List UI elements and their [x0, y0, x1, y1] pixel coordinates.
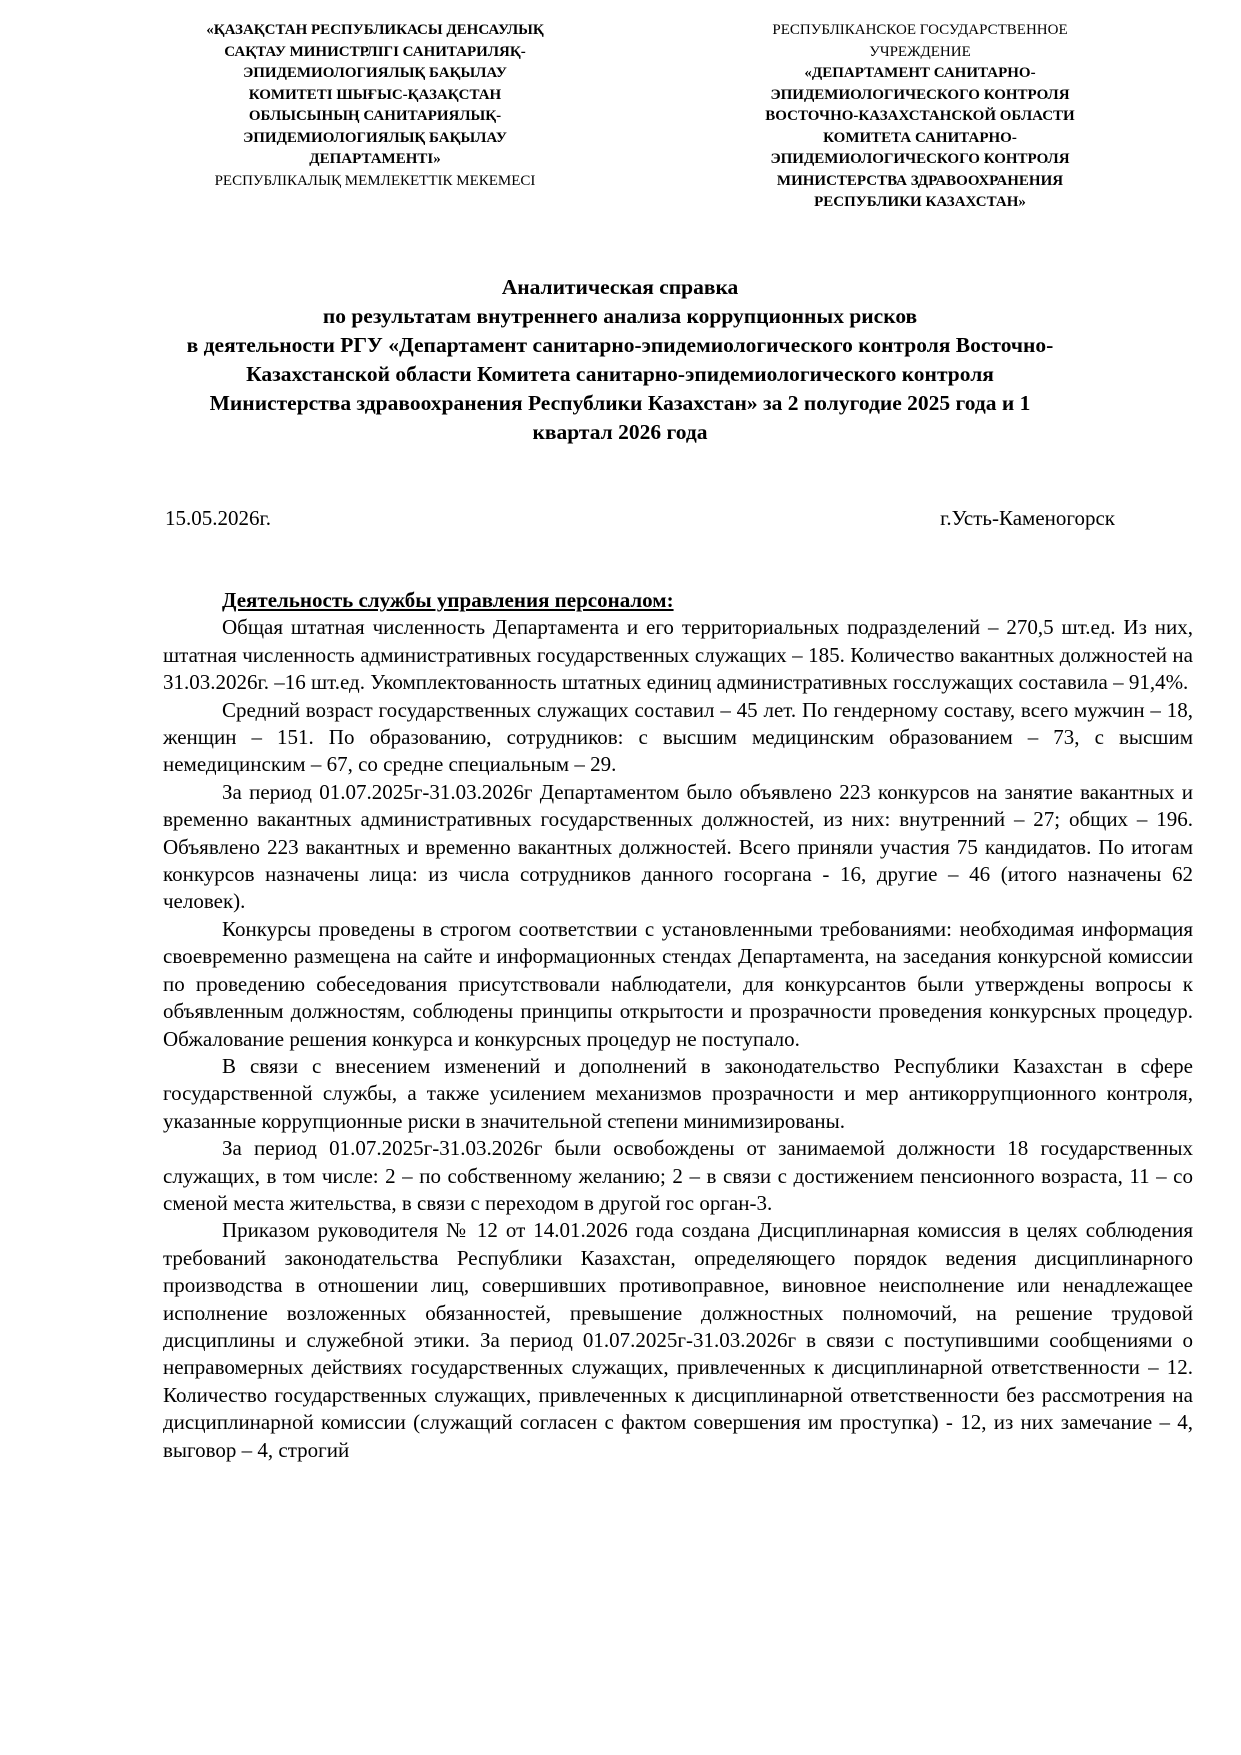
letterhead-russian-line: ЭПИДЕМИОЛОГИЧЕСКОГО КОНТРОЛЯ [770, 151, 1070, 167]
letterhead-kazakh-footer: РЕСПУБЛІКАЛЫҚ МЕМЛЕКЕТТІК МЕКЕМЕСІ [214, 172, 536, 189]
title-line: Аналитическая справка [501, 275, 739, 299]
letterhead-russian-line: «ДЕПАРТАМЕНТ САНИТАРНО- [804, 65, 1036, 81]
letterhead-kazakh-line: ЭПИДЕМИОЛОГИЯЛЫҚ БАҚЫЛАУ [243, 129, 507, 146]
letterhead-kazakh-line: ЭПИДЕМИОЛОГИЯЛЫҚ БАҚЫЛАУ [243, 65, 507, 81]
letterhead [150, 20, 1150, 220]
section-heading: Деятельность службы управления персоналом: [222, 588, 674, 612]
paragraph: Приказом руководителя № 12 от 14.01.2026 года создана Дисциплинарная комиссия в целях соблюдения требований законодательства Республики Казахстан, определяющего порядок ведения дисциплинарного производства в отношении лиц, совершивших противоправное, виновное неисполнение или ненадлежащее исполнение возложенных обязанностей, превышение должностных полномочий, на решение трудовой дисциплины и служебной этики. За период 01.07.2025г-31.03.2026г в связи с поступившими сообщениями о неправомерных действиях государственных служащих, привлеченных к дисциплинарной ответственности – 12. Количество государственных служащих, привлеченных к дисциплинарной ответственности без рассмотрения на дисциплинарной комиссии (служащий согласен с фактом совершения им проступка) - 12, из них замечание – 4, выговор – 4, строгий [163, 1218, 1193, 1462]
letterhead-kazakh-line: КОМИТЕТІ ШЫҒЫС-ҚАЗАҚСТАН [248, 86, 502, 103]
letterhead-kazakh-line: ДЕПАРТАМЕНТІ» [309, 151, 441, 167]
letterhead-russian-top-line: РЕСПУБЛІКАНСКОЕ ГОСУДАРСТВЕННОЕ [772, 22, 1068, 38]
paragraph: Конкурсы проведены в строгом соответствии с установленными требованиями: необходимая информация своевременно размещена на сайте и информационных стендах Департамента, на заседания конкурсной комиссии по проведению собеседования присутствовали наблюдатели, для конкурсантов были утверждены вопросы к объявленным должностям, соблюдены принципы открытости и прозрачности проведения конкурсных процедур. Обжалование решения конкурса и конкурсных процедур не поступало. [163, 916, 1193, 1051]
letterhead-russian-line: МИНИСТЕРСТВА ЗДРАВООХРАНЕНИЯ [776, 172, 1064, 189]
letterhead-kazakh [150, 20, 600, 192]
paragraph: Средний возраст государственных служащих составил – 45 лет. По гендерному составу, всего мужчин – 18, женщин – 151. По образованию, сотрудников: с высшим медицинским образованием – 73, с высшим немедицинским – 67, со средне специальным – 29. [163, 697, 1193, 777]
title-line: Министерства здравоохранения Республики Казахстан» за 2 полугодие 2025 года и 1 [209, 391, 1031, 415]
letterhead-kazakh-line: «ҚАЗАҚСТАН РЕСПУБЛИКАСЫ ДЕНСАУЛЫҚ [206, 22, 544, 38]
letterhead-russian-top-line: УЧРЕЖДЕНИЕ [869, 43, 971, 60]
paragraph: За период 01.07.2025г-31.03.2026г были освобождены от занимаемой должности 18 государственных служащих, в том числе: 2 – по собственному желанию; 2 – в связи с достижением пенсионного возраста, 11 – со сменой места жительства, в связи с переходом в другой гос орган-3. [163, 1136, 1193, 1215]
document-date: 15.05.2026г. [165, 506, 271, 530]
title-line: квартал 2026 года [532, 420, 708, 444]
title-line: Казахстанской области Комитета санитарно-эпидемиологического контроля [246, 362, 994, 386]
title-line: по результатам внутреннего анализа коррупционных рисков [322, 304, 918, 328]
document-body [163, 587, 1193, 1464]
paragraph: В связи с внесением изменений и дополнений в законодательство Республики Казахстан в сфере государственной службы, а также усилением механизмов прозрачности и мер антикоррупционного контроля, указанные коррупционные риски в значительной степени минимизированы. [163, 1053, 1193, 1133]
letterhead-kazakh-line: САҚТАУ МИНИСТРЛІГІ САНИТАРИЛЯҚ- [224, 43, 526, 60]
paragraph: За период 01.07.2025г-31.03.2026г Департаментом было объявлено 223 конкурсов на занятие вакантных и временно вакантных административных государственных должностей, из них: внутренний – 27; общих – 196. Объявлено 223 вакантных и временно вакантных должностей. Всего приняли участия 75 кандидатов. По итогам конкурсов назначены лица: из числа сотрудников данного госоргана - 16, другие – 46 (итого назначены 62 человек). [163, 779, 1193, 914]
letterhead-kazakh-line: ОБЛЫСЫНЫҢ САНИТАРИЯЛЫҚ- [248, 108, 502, 124]
letterhead-russian-line: КОМИТЕТА САНИТАРНО- [823, 129, 1017, 146]
document-title [140, 273, 1100, 447]
letterhead-russian-line: ЭПИДЕМИОЛОГИЧЕСКОГО КОНТРОЛЯ [770, 86, 1070, 103]
letterhead-russian-line: ВОСТОЧНО-КАЗАХСТАНСКОЙ ОБЛАСТИ [765, 108, 1075, 124]
letterhead-russian [690, 20, 1150, 214]
letterhead-russian-line: РЕСПУБЛИКИ КАЗАХСТАН» [814, 194, 1026, 210]
document-city: г.Усть-Каменогорск [940, 506, 1115, 530]
paragraph: Общая штатная численность Департамента и его территориальных подразделений – 270,5 шт.ед. Из них, штатная численность административных государственных служащих – 185. Количество вакантных должностей на 31.03.2026г. –16 шт.ед. Укомплектованность штатных единиц административных госслужащих составила – 91,4%. [163, 615, 1193, 695]
title-line: в деятельности РГУ «Департамент санитарно-эпидемиологического контроля Восточно- [186, 333, 1054, 357]
